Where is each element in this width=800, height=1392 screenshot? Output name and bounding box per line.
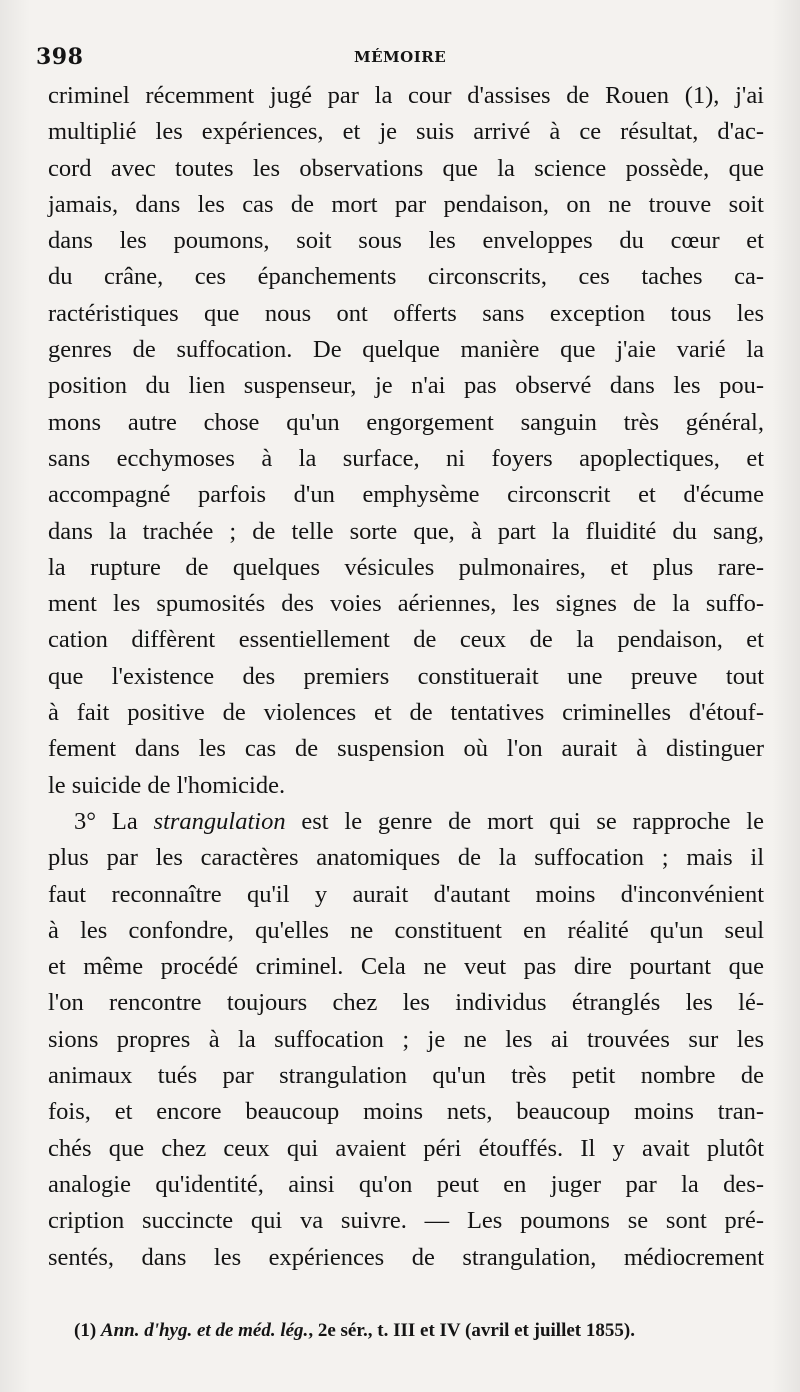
text-line: jamais, dans les cas de mort par pendaison, on ne trouve soit [48,190,764,218]
text-line: faut reconnaître qu'il y aurait d'autant moins d'inconvénient [48,880,764,908]
text-line: plus par les caractères anatomiques de la suffocation ; mais il [48,844,764,872]
text-line: à les confondre, qu'elles ne constituent en réalité qu'un seul [48,916,764,944]
text-line: genres de suffocation. De quelque manière que j'aie varié la [48,336,764,364]
text-line: l'on rencontre toujours chez les individus étranglés les lé- [48,989,764,1017]
text-line: multiplié les expériences, et je suis arrivé à ce résultat, d'ac- [48,118,764,146]
text-line: sions propres à la suffocation ; je ne les ai trouvées sur les [48,1025,764,1053]
running-header [36,44,764,74]
text-line: position du lien suspenseur, je n'ai pas observé dans les pou- [48,372,764,400]
footnote-source: Ann. d'hyg. et de méd. lég. [100,1320,309,1341]
text-line: cation diffèrent essentiellement de ceux de la pendaison, et [48,626,764,654]
text-line: accompagné parfois d'un emphysème circonscrit et d'écume [48,481,764,509]
text-line: ment les spumosités des voies aériennes, les signes de la suffo- [48,590,764,618]
footnote-details: , 2e sér., t. III et IV (avril et juillet 1855). [308,1320,635,1341]
body-text [48,78,764,1276]
text-line: cription succincte qui va suivre. — Les poumons se sont pré- [48,1207,764,1235]
text-line: dans les poumons, soit sous les enveloppes du cœur et [48,227,764,255]
italic-term: strangulation [153,807,286,835]
text-line: la rupture de quelques vésicules pulmonaires, et plus rare- [48,553,764,581]
page-number: 398 [36,44,84,70]
header-title: MÉMOIRE [354,48,447,66]
text-line: du crâne, ces épanchements circonscrits, ces taches ca- [48,263,764,291]
text-line: animaux tués par strangulation qu'un très petit nombre de [48,1062,764,1090]
text-line: 3° La strangulation est le genre de mort qui se rapproche le [74,807,764,835]
text-line: ractéristiques que nous ont offerts sans exception tous les [48,299,764,327]
text-line: et même procédé criminel. Cela ne veut pas dire pourtant que [48,953,764,981]
text-line: sans ecchymoses à la surface, ni foyers apoplectiques, et [48,444,764,472]
text-line: fois, et encore beaucoup moins nets, beaucoup moins tran- [48,1098,764,1126]
footnote [74,1318,764,1344]
text-line: chés que chez ceux qui avaient péri étouffés. Il y avait plutôt [48,1134,764,1162]
text-line: le suicide de l'homicide. [48,771,286,799]
text-line: criminel récemment jugé par la cour d'assises de Rouen (1), j'ai [48,82,764,109]
text-line: cord avec toutes les observations que la science possède, que [48,154,764,182]
text-line: sentés, dans les expériences de strangulation, médiocrement [48,1243,764,1271]
text-line: fement dans les cas de suspension où l'on aurait à distinguer [48,735,764,763]
text-line: analogie qu'identité, ainsi qu'on peut en juger par la des- [48,1170,764,1198]
text-line: mons autre chose qu'un engorgement sanguin très général, [48,408,764,436]
footnote-marker: (1) [74,1320,97,1341]
text-line: à fait positive de violences et de tentatives criminelles d'étouf- [48,699,764,727]
text-line: que l'existence des premiers constituerait une preuve tout [48,662,764,690]
text-line: dans la trachée ; de telle sorte que, à part la fluidité du sang, [48,517,764,545]
